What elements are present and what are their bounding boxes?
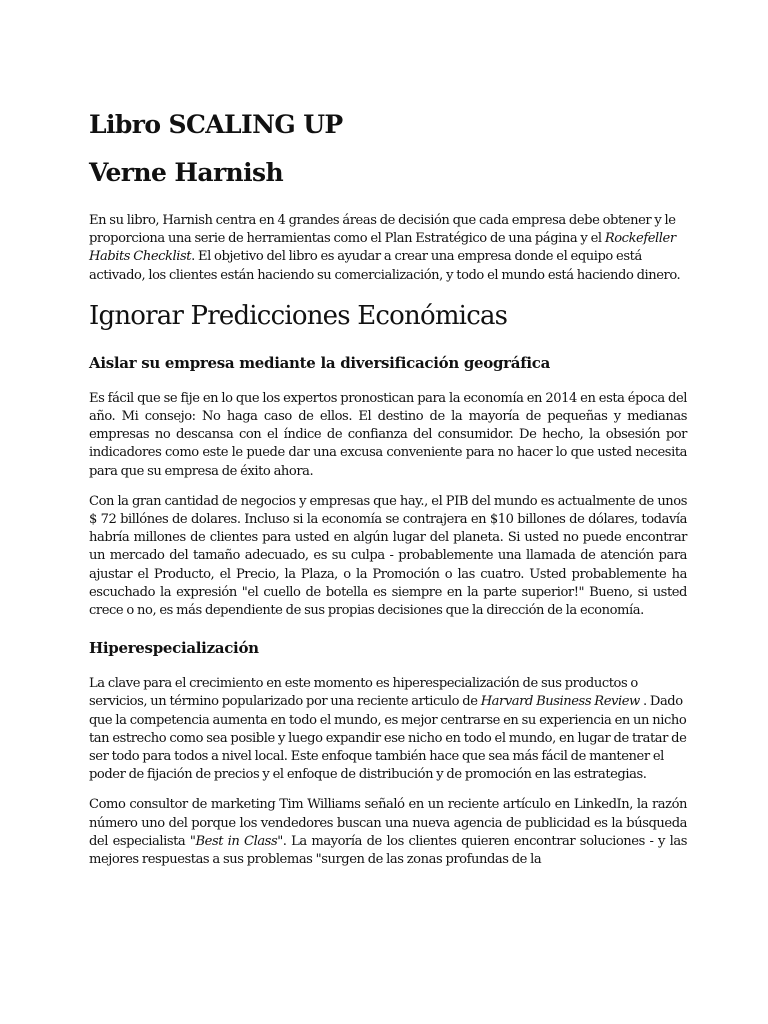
paragraph-hyperspecialization xyxy=(89,675,687,784)
subheading-hyperspecialization: Hiperespecialización xyxy=(89,639,259,658)
best-in-class-italic: Best in Class xyxy=(195,833,278,849)
subheading-geographic-diversification: Aislar su empresa mediante la diversificación geográfica xyxy=(89,353,551,372)
intro-text-start: En su libro, Harnish centra en 4 grandes áreas de decisión que cada empresa debe obtener y le proporciona una serie de herramientas como el Plan Estratégico de una página y el xyxy=(89,213,676,247)
book-title: Libro SCALING UP xyxy=(89,110,343,139)
section-heading-economic-predictions: Ignorar Predicciones Económicas xyxy=(89,300,508,331)
intro-text-end: . El objetivo del libro es ayudar a crear una empresa donde el equipo está activado, los clientes están haciendo su comercialización, y todo el mundo está haciendo dinero. xyxy=(89,249,681,283)
tim-text-start: Como consultor de marketing Tim Williams señaló en un reciente artículo en LinkedIn, la razón número uno del porque los vendedores buscan una nueva agencia de publicidad es la búsqueda del especialista " xyxy=(89,797,687,849)
paragraph-expert-forecasts: Es fácil que se fije en lo que los expertos pronostican para la economía en 2014 en esta época del año. Mi consejo: No haga caso de ellos. El destino de la mayoría de pequeñas y medianas empresas no descansa con el índice de confianza del consumidor. De hecho, la obsesión por indicadores como este le puede dar una excusa conveniente para no hacer lo que usted necesita para que su empresa de éxito ahora. xyxy=(89,390,687,479)
hbr-text-start: La clave para el crecimiento en este momento es hiperespecialización de sus productos o servicios, un término popularizado por una reciente articulo de xyxy=(89,676,638,710)
paragraph-tim-williams xyxy=(89,796,687,869)
intro-paragraph xyxy=(89,212,687,285)
hbr-text-end: . Dado que la competencia aumenta en todo el mundo, es mejor centrarse en su experiencia en un nicho tan estrecho como sea posible y luego expandir ese nicho en todo el mundo, en lugar de tratar de ser todo para todos a nivel local. Este enfoque también hace que sea más fácil de mantener el poder de fijación de precios y el enfoque de distribución y de promoción en las estrategias. xyxy=(89,694,687,783)
paragraph-world-gdp: Con la gran cantidad de negocios y empresas que hay., el PIB del mundo es actualmente de unos $ 72 billónes de dolares. Incluso si la economía se contrajera en $10 billones de dólares, todavía habría millones de clientes para usted en algún lugar del planeta. Si usted no puede encontrar un mercado del tamaño adecuado, es su culpa - probablemente una llamada de atención para ajustar el Producto, el Precio, la Plaza, o la Promoción o las cuatro. Usted probablemente ha escuchado la expresión "el cuello de botella es siempre en la parte superior!" Bueno, si usted crece o no, es más dependiente de sus propias decisiones que la dirección de la economía. xyxy=(89,493,687,619)
tim-text-end: ". La mayoría de los clientes quieren encontrar soluciones - y las mejores respuestas a sus problemas "surgen de las zonas profundas de la xyxy=(89,833,687,868)
author-name: Verne Harnish xyxy=(89,158,284,187)
intro-italic-title: Rockefeller Habits Checklist xyxy=(89,231,676,265)
document-page xyxy=(89,108,687,869)
hbr-italic-title: Harvard Business Review xyxy=(480,694,640,710)
